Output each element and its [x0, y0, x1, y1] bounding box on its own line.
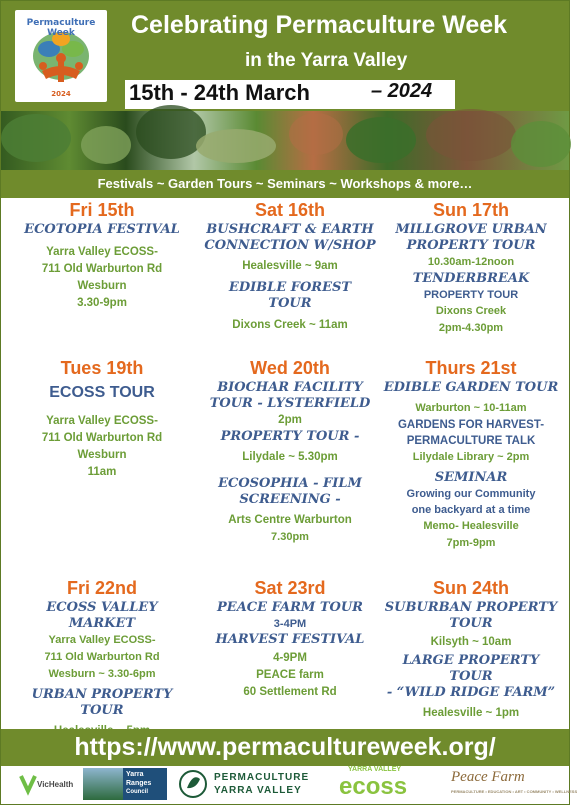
event-title: LARGE PROPERTY TOUR [402, 653, 540, 684]
event-day: Sun 17th [432, 200, 509, 220]
event-location-time: Dixons Creek ~ 11am [232, 319, 348, 331]
event-time: 3-4PM [273, 618, 307, 630]
event-title: EDIBLE FOREST [228, 280, 352, 295]
event-title: ECOSS TOUR [49, 384, 155, 401]
event-time: 7.30pm [271, 531, 309, 543]
event-title: EDIBLE GARDEN TOUR [383, 380, 559, 395]
yarra-line3: Council [126, 789, 148, 795]
event-title: ECOSOPHIA - FILM [218, 476, 362, 491]
ecoss-wordmark: ecoss [339, 773, 408, 800]
event-address: 60 Settlement Rd [243, 686, 337, 698]
event-title-cont: - “WILD RIDGE FARM” [386, 685, 556, 700]
event-day: Sat 23rd [254, 578, 326, 598]
event-location-time: Healesville ~ 9am [242, 260, 338, 272]
event-address: 711 Old Warburton Rd [44, 651, 160, 663]
event-time: 4-9PM [273, 652, 307, 664]
event-location: Arts Centre Warburton [228, 514, 352, 526]
event-wed-20 [197, 356, 383, 546]
event-address: 711 Old Warburton Rd [41, 432, 163, 444]
event-title-cont: PERMACULTURE TALK [406, 435, 536, 447]
event-location-time: Warburton ~ 10-11am [415, 402, 527, 414]
event-title: ECOSS VALLEY MARKET [46, 600, 158, 631]
permaculture-leaf-icon [178, 769, 208, 799]
peace-farm-name: Peace Farm [451, 769, 525, 785]
sponsors-strip [1, 766, 577, 803]
logo-text: Permaculture Week [26, 18, 96, 38]
event-tues-19 [12, 356, 192, 481]
event-day: Tues 19th [60, 358, 144, 378]
event-day: Fri 22nd [66, 578, 137, 598]
event-title: TENDERBREAK [412, 271, 530, 286]
event-title-cont: SCREENING - [239, 492, 341, 507]
event-sun-17 [382, 198, 560, 337]
event-title: ECOTOPIA FESTIVAL [24, 222, 180, 237]
event-time: 7pm-9pm [446, 537, 496, 549]
page-title: Celebrating Permaculture Week [131, 11, 508, 39]
yarra-line1: Yarra [126, 771, 144, 778]
event-title-cont: TOUR [268, 296, 312, 311]
event-location-time: Healesville ~ 1pm [422, 707, 520, 719]
peace-farm-tagline: PERMACULTURE • EDUCATION • ART • COMMUNITY • WELLNESS [451, 789, 577, 794]
event-suburb: Wesburn [77, 449, 127, 461]
event-location: Yarra Valley ECOSS- [46, 415, 158, 427]
event-time: 11am [87, 466, 117, 478]
activities-ribbon: Festivals ~ Garden Tours ~ Seminars ~ Workshops & more… [1, 170, 569, 198]
page-subtitle: in the Yarra Valley [245, 50, 408, 71]
event-sat-23 [197, 576, 383, 701]
event-title: PEACE FARM TOUR [217, 600, 363, 615]
event-title: BIOCHAR FACILITY [217, 380, 363, 395]
event-time: 2pm [278, 414, 302, 426]
event-description-cont: one backyard at a time [411, 504, 531, 516]
permaculture-line1: PERMACULTURE [214, 772, 310, 783]
event-location: Yarra Valley ECOSS- [46, 246, 158, 258]
logo-year: 2024 [51, 90, 71, 98]
event-suburb-time: Wesburn ~ 3.30-6pm [48, 668, 156, 680]
event-day: Fri 15th [69, 200, 135, 220]
garden-photo-banner [1, 111, 569, 170]
ecoss-logo [334, 766, 434, 802]
event-title-cont: CONNECTION W/SHOP [204, 238, 376, 253]
event-sat-16 [197, 198, 383, 334]
event-title-cont: PROPERTY TOUR [406, 238, 536, 253]
event-day: Sun 24th [432, 578, 509, 598]
event-suburb: Wesburn [77, 280, 127, 292]
event-title: GARDENS FOR HARVEST- [397, 419, 545, 431]
event-title-cont: TOUR - LYSTERFIELD [209, 396, 371, 411]
event-sun-24 [382, 576, 560, 722]
event-location: Dixons Creek [435, 305, 507, 317]
event-day: Wed 20th [250, 358, 330, 378]
peace-farm-logo [451, 769, 577, 800]
yarra-ranges-logo [83, 768, 167, 800]
event-title: SUBURBAN PROPERTY [384, 600, 558, 615]
event-thurs-21 [382, 356, 560, 552]
event-location-time: Lilydale ~ 5.30pm [242, 451, 338, 463]
event-fri-22 [12, 576, 192, 740]
event-title: MILLGROVE URBAN [395, 222, 547, 237]
garden-foliage-icon [1, 111, 569, 170]
permaculture-yarra-valley-logo [178, 769, 332, 799]
event-title: URBAN PROPERTY TOUR [31, 687, 173, 718]
permaculture-line2: YARRA VALLEY [214, 785, 302, 796]
event-location-time: Lilydale Library ~ 2pm [412, 451, 530, 463]
event-location: Memo- Healesville [423, 520, 519, 532]
event-title-cont: TOUR [449, 616, 493, 631]
event-fri-15 [12, 198, 192, 312]
event-title: SEMINAR [434, 470, 508, 485]
event-title: PROPERTY TOUR - [220, 429, 360, 444]
event-day: Sat 16th [254, 200, 326, 220]
event-day: Thurs 21st [425, 358, 517, 378]
vichealth-logo [19, 771, 79, 797]
yarra-line2: Ranges [126, 780, 152, 787]
event-title: HARVEST FESTIVAL [215, 632, 365, 647]
permaculture-week-logo [15, 10, 107, 102]
yarra-ranges-icon [83, 768, 123, 800]
event-time: 2pm-4.30pm [438, 322, 504, 334]
event-dates: 15th - 24th March [129, 80, 310, 105]
event-time: 10.30am-12noon [427, 256, 515, 268]
event-location: PEACE farm [256, 669, 324, 681]
event-description: Growing our Community [406, 488, 536, 500]
vichealth-name: VicHealth [37, 780, 74, 789]
website-link[interactable]: https://www.permacultureweek.org/ [1, 729, 569, 766]
event-title: BUSHCRAFT & EARTH [206, 222, 374, 237]
event-year: – 2024 [371, 80, 433, 102]
event-location-time: Kilsyth ~ 10am [430, 636, 512, 648]
header-banner [1, 1, 569, 111]
event-location: Yarra Valley ECOSS- [48, 634, 156, 646]
ecoss-top: YARRA VALLEY [348, 766, 402, 773]
vichealth-icon [19, 773, 37, 795]
event-title-cont: PROPERTY TOUR [423, 289, 519, 301]
event-time: 3.30-9pm [77, 297, 127, 309]
event-address: 711 Old Warburton Rd [41, 263, 163, 275]
